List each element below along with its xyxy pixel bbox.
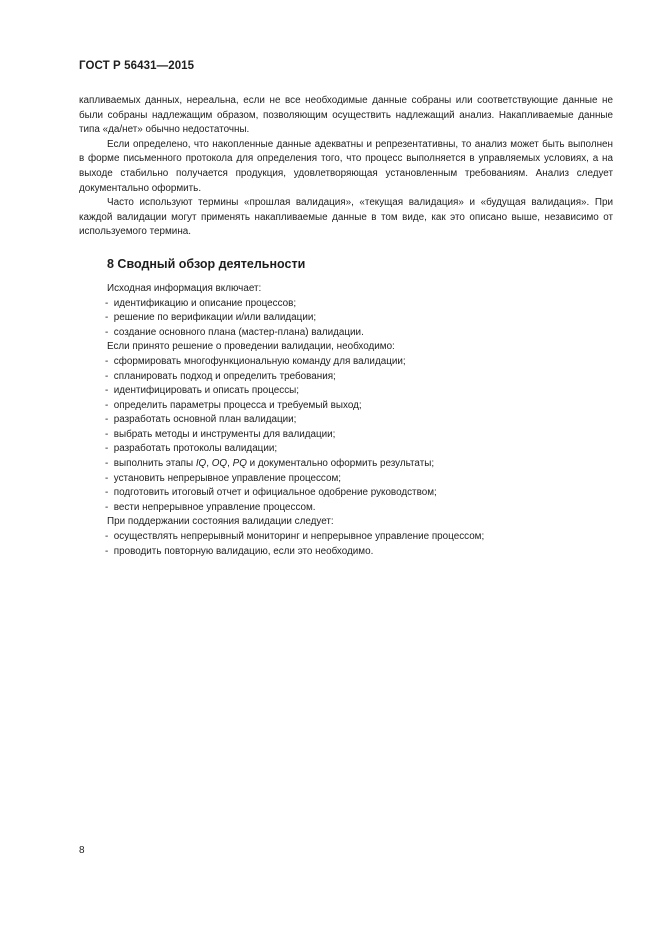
iq-item-suffix: и документально оформить результаты; <box>246 458 435 470</box>
list-item: - установить непрерывное управление процессом; <box>79 472 613 487</box>
list-item: - вести непрерывное управление процессом. <box>79 501 613 516</box>
list-item: - разработать протоколы валидации; <box>79 442 613 457</box>
maintenance-list <box>79 530 613 559</box>
list-item: - осуществлять непрерывный мониторинг и непрерывное управление процессом; <box>79 530 613 545</box>
maintenance-intro: При поддержании состояния валидации следует: <box>107 516 334 528</box>
section-heading: 8 Сводный обзор деятельности <box>107 256 306 271</box>
decision-list <box>79 355 613 516</box>
paragraph: Если определено, что накопленные данные адекватны и репрезентативны, то анализ может быть выполнен в форме письменного протокола для определения того, что процесс выполняется в управляемых условиях, а на выходе стабильно получается продукция, удовлетворяющая установленным требованиям. Анализ следует документально оформить. <box>79 138 613 194</box>
input-info-list <box>79 297 613 341</box>
page-number: 8 <box>79 845 85 856</box>
list-item: - определить параметры процесса и требуемый выход; <box>79 399 613 414</box>
list-item: - выбрать методы и инструменты для валидации; <box>79 428 613 443</box>
list-item: - сформировать многофункциональную команду для валидации; <box>79 355 613 370</box>
paragraph: капливаемых данных, нереальна, если не все необходимые данные собраны или соответствующие данные не были собраны надлежащим образом, позволяющим осуществить надлежащий анализ. Накапливаемые данные типа «да/нет» обычно недостаточны. <box>79 95 613 136</box>
iq-item-sep: , <box>206 458 212 470</box>
iq-item-prefix: выполнить этапы <box>113 458 196 470</box>
list-item: - подготовить итоговый отчет и официальное одобрение руководством; <box>79 486 613 501</box>
list-item: - разработать основной план валидации; <box>79 413 613 428</box>
input-info-intro: Исходная информация включает: <box>107 282 262 294</box>
pq-term: PQ <box>232 458 247 470</box>
list-item: - решение по верификации и/или валидации; <box>79 311 613 326</box>
list-item: - идентифицировать и описать процессы; <box>79 384 613 399</box>
document-body <box>79 94 613 559</box>
iq-term: IQ <box>195 458 207 470</box>
list-item: - идентификацию и описание процессов; <box>79 297 613 312</box>
oq-term: OQ <box>211 458 228 470</box>
paragraph: Часто используют термины «прошлая валидация», «текущая валидация» и «будущая валидация». При каждой валидации могут применять накапливаемые данные в том виде, как это описано выше, независимо от используемого термина. <box>79 197 613 238</box>
list-item: - спланировать подход и определить требования; <box>79 370 613 385</box>
list-item-iq-oq-pq <box>79 457 613 472</box>
iq-item-sep: , <box>227 458 233 470</box>
list-item: - проводить повторную валидацию, если это необходимо. <box>79 545 613 560</box>
document-header: ГОСТ Р 56431—2015 <box>79 60 195 72</box>
list-item: - создание основного плана (мастер-плана) валидации. <box>79 326 613 341</box>
decision-intro: Если принято решение о проведении валидации, необходимо: <box>107 341 395 353</box>
